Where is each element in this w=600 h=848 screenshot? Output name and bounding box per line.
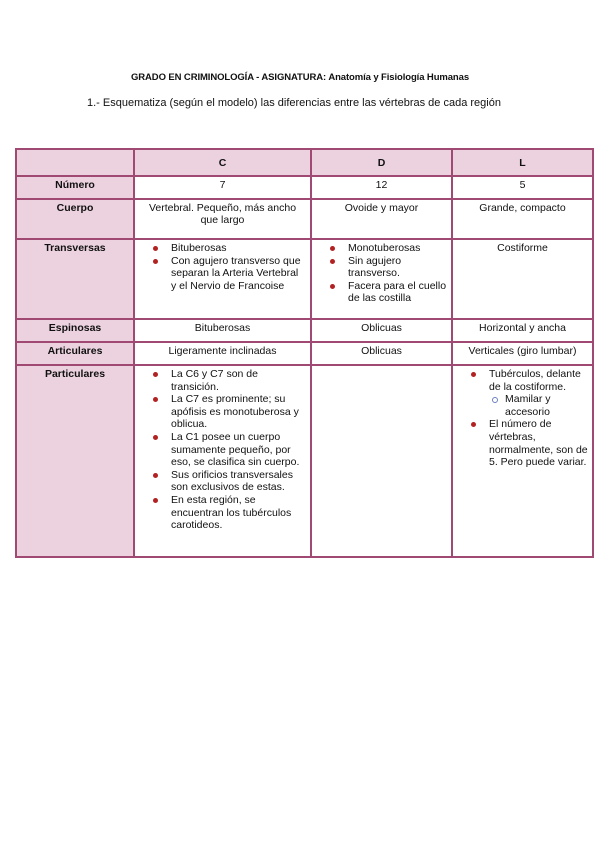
list-item: [489, 368, 588, 418]
row-label-transversas: Transversas: [16, 239, 134, 319]
table-row: [16, 239, 593, 319]
document-header: [0, 72, 600, 83]
list-item: La C1 posee un cuerpo sumamente pequeño, por eso, se clasifica sin cuerpo.: [171, 431, 306, 469]
column-header-d: D: [311, 149, 452, 176]
course-title: GRADO EN CRIMINOLOGÍA - ASIGNATURA:: [131, 72, 327, 83]
cell-espinosas-l: Horizontal y ancha: [452, 319, 593, 342]
column-header-c: C: [134, 149, 311, 176]
table-row: [16, 176, 593, 199]
list-item: Sus orificios transversales son exclusivos de estas.: [171, 469, 306, 494]
cell-particulares-d: [311, 365, 452, 557]
list-item: Monotuberosas: [348, 242, 447, 255]
cell-transversas-c: [134, 239, 311, 319]
cell-cuerpo-l: Grande, compacto: [452, 199, 593, 239]
cell-numero-d: 12: [311, 176, 452, 199]
list-item: Bituberosas: [171, 242, 306, 255]
row-label-articulares: Articulares: [16, 342, 134, 365]
row-label-numero: Número: [16, 176, 134, 199]
question-text: 1.- Esquematiza (según el modelo) las diferencias entre las vértebras de cada región: [87, 97, 501, 109]
cell-articulares-d: Oblicuas: [311, 342, 452, 365]
cell-espinosas-d: Oblicuas: [311, 319, 452, 342]
list-item: La C6 y C7 son de transición.: [171, 368, 306, 393]
cell-transversas-d: [311, 239, 452, 319]
table-row: [16, 319, 593, 342]
table-header-row: [16, 149, 593, 176]
row-label-particulares: Particulares: [16, 365, 134, 557]
subject-title: Anatomía y Fisiología Humanas: [328, 72, 469, 83]
cell-numero-l: 5: [452, 176, 593, 199]
row-label-cuerpo: Cuerpo: [16, 199, 134, 239]
list-item: La C7 es prominente; su apófisis es monotuberosa y oblicua.: [171, 393, 306, 431]
cell-cuerpo-c: Vertebral. Pequeño, más ancho que largo: [134, 199, 311, 239]
list-item-text: Tubérculos, delante de la costiforme.: [489, 368, 581, 393]
cell-particulares-c: [134, 365, 311, 557]
list-item: Facera para el cuello de las costilla: [348, 279, 447, 305]
list-item: Con agujero transverso que separan la Arteria Vertebral y el Nervio de Francoise: [171, 255, 306, 293]
cell-transversas-l: Costiforme: [452, 239, 593, 319]
cell-articulares-c: Ligeramente inclinadas: [134, 342, 311, 365]
corner-cell: [16, 149, 134, 176]
table-row: [16, 342, 593, 365]
cell-particulares-l: [452, 365, 593, 557]
cell-articulares-l: Verticales (giro lumbar): [452, 342, 593, 365]
vertebrae-table: [15, 148, 594, 558]
list-item: Sin agujero transverso.: [348, 255, 447, 280]
sub-list-item: Mamilar y accesorio: [505, 393, 588, 418]
list-item: En esta región, se encuentran los tubérculos carotideos.: [171, 494, 306, 532]
cell-espinosas-c: Bituberosas: [134, 319, 311, 342]
table-row: [16, 365, 593, 557]
list-item: El número de vértebras, normalmente, son de 5. Pero puede variar.: [489, 418, 588, 469]
cell-cuerpo-d: Ovoide y mayor: [311, 199, 452, 239]
column-header-l: L: [452, 149, 593, 176]
row-label-espinosas: Espinosas: [16, 319, 134, 342]
table-row: [16, 199, 593, 239]
cell-numero-c: 7: [134, 176, 311, 199]
